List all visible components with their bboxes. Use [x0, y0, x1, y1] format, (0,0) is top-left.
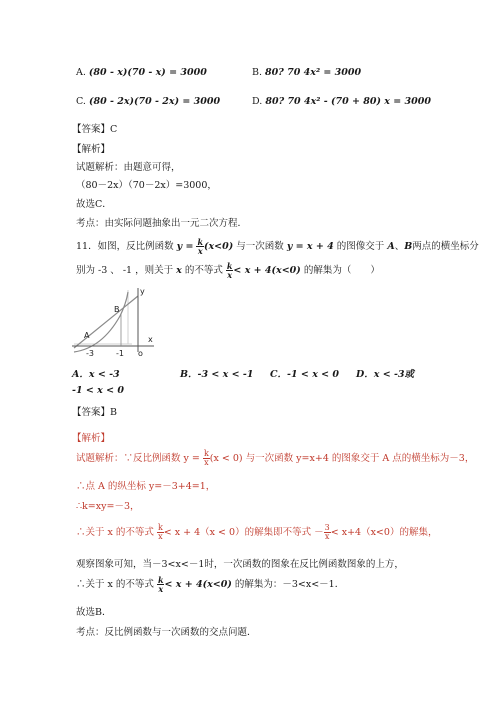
- option-a-q11: A．x < -3: [72, 369, 120, 380]
- analysis-header-q10: 【解析】: [72, 144, 111, 155]
- option-label: C.: [76, 96, 86, 107]
- option-label: A.: [76, 67, 86, 78]
- option-a-q10: [76, 67, 207, 78]
- question-11-line1: 11．如图，反比例函数 y = $\frac{k}{x}$ (x<0) 与一次函数 y = x + 4 的图像交于 A、B两点的横坐标分: [76, 237, 479, 256]
- analysis-line: 故选B．: [76, 607, 112, 618]
- analysis-line: ∴k=xy=－3，: [76, 501, 140, 512]
- analysis-line: 故选C．: [76, 199, 112, 210]
- option-label: D.: [252, 96, 263, 107]
- option-expression: 80? 70 4x² = 3000: [265, 67, 362, 78]
- answer-q10: 【答案】C: [72, 124, 118, 135]
- option-b-q10: [252, 67, 361, 78]
- y-axis-label: y: [140, 287, 145, 296]
- tick-label-neg3: -3: [86, 349, 94, 358]
- function-graph: [72, 286, 162, 358]
- analysis-header-q11: 【解析】: [72, 433, 111, 444]
- x-axis-label: x: [148, 335, 153, 344]
- option-d-q11-cont: -1 < x < 0: [72, 385, 124, 396]
- analysis-line: 观察图象可知，当－3<x<－1时，一次函数的图象在反比例函数图象的上方，: [76, 559, 404, 570]
- option-d-q10: [252, 96, 431, 107]
- option-expression: (80 - x)(70 - x) = 3000: [88, 67, 207, 78]
- analysis-line: 试题解析：∵反比例函数 y = $\frac{k}{x}$ (x < 0) 与一次函数 y=x+4 的图象交于 A 点的横坐标为－3，: [76, 449, 475, 467]
- answer-q11: 【答案】B: [72, 407, 117, 418]
- option-d-q11: D．x < -3或: [356, 369, 415, 380]
- option-expression: (80 - 2x)(70 - 2x) = 3000: [88, 96, 221, 107]
- option-c-q10: [76, 96, 220, 107]
- option-expression: 80? 70 4x² - (70 + 80) x = 3000: [265, 96, 431, 107]
- option-c-q11: C．-1 < x < 0: [270, 369, 340, 380]
- analysis-line: 考点：反比例函数与一次函数的交点问题．: [76, 627, 257, 638]
- point-a-label: A: [84, 331, 90, 340]
- analysis-line: 考点：由实际问题抽象出一元二次方程．: [76, 218, 248, 229]
- analysis-line: 试题解析：由题意可得，: [76, 162, 181, 173]
- analysis-line: （80－2x）（70－2x）=3000，: [76, 180, 217, 191]
- option-label: B.: [252, 67, 263, 78]
- question-11-line2: 别为 -3 、 -1 ，则关于 x 的不等式 $\frac{k}{x}$ < x + 4(x<0) 的解集为（ ）: [76, 261, 380, 280]
- point-b-label: B: [114, 305, 120, 314]
- analysis-line: ∴点 A 的纵坐标 y=－3+4=1，: [76, 481, 216, 492]
- inverse-function-curve: [74, 292, 128, 352]
- option-b-q11: B．-3 < x < -1: [180, 369, 254, 380]
- origin-label: o: [138, 349, 143, 358]
- graph-grid: [74, 290, 132, 344]
- analysis-line: ∴关于 x 的不等式 $\frac{k}{x}$ < x + 4(x<0) 的解集为：－3<x<－1．: [76, 575, 345, 594]
- tick-label-neg1: -1: [116, 349, 124, 358]
- analysis-line: ∴关于 x 的不等式 $\frac{k}{x}$ < x + 4（x < 0）的解集即不等式 － $\frac{3}{x}$ < x+4（x<0）的解集，: [76, 523, 438, 541]
